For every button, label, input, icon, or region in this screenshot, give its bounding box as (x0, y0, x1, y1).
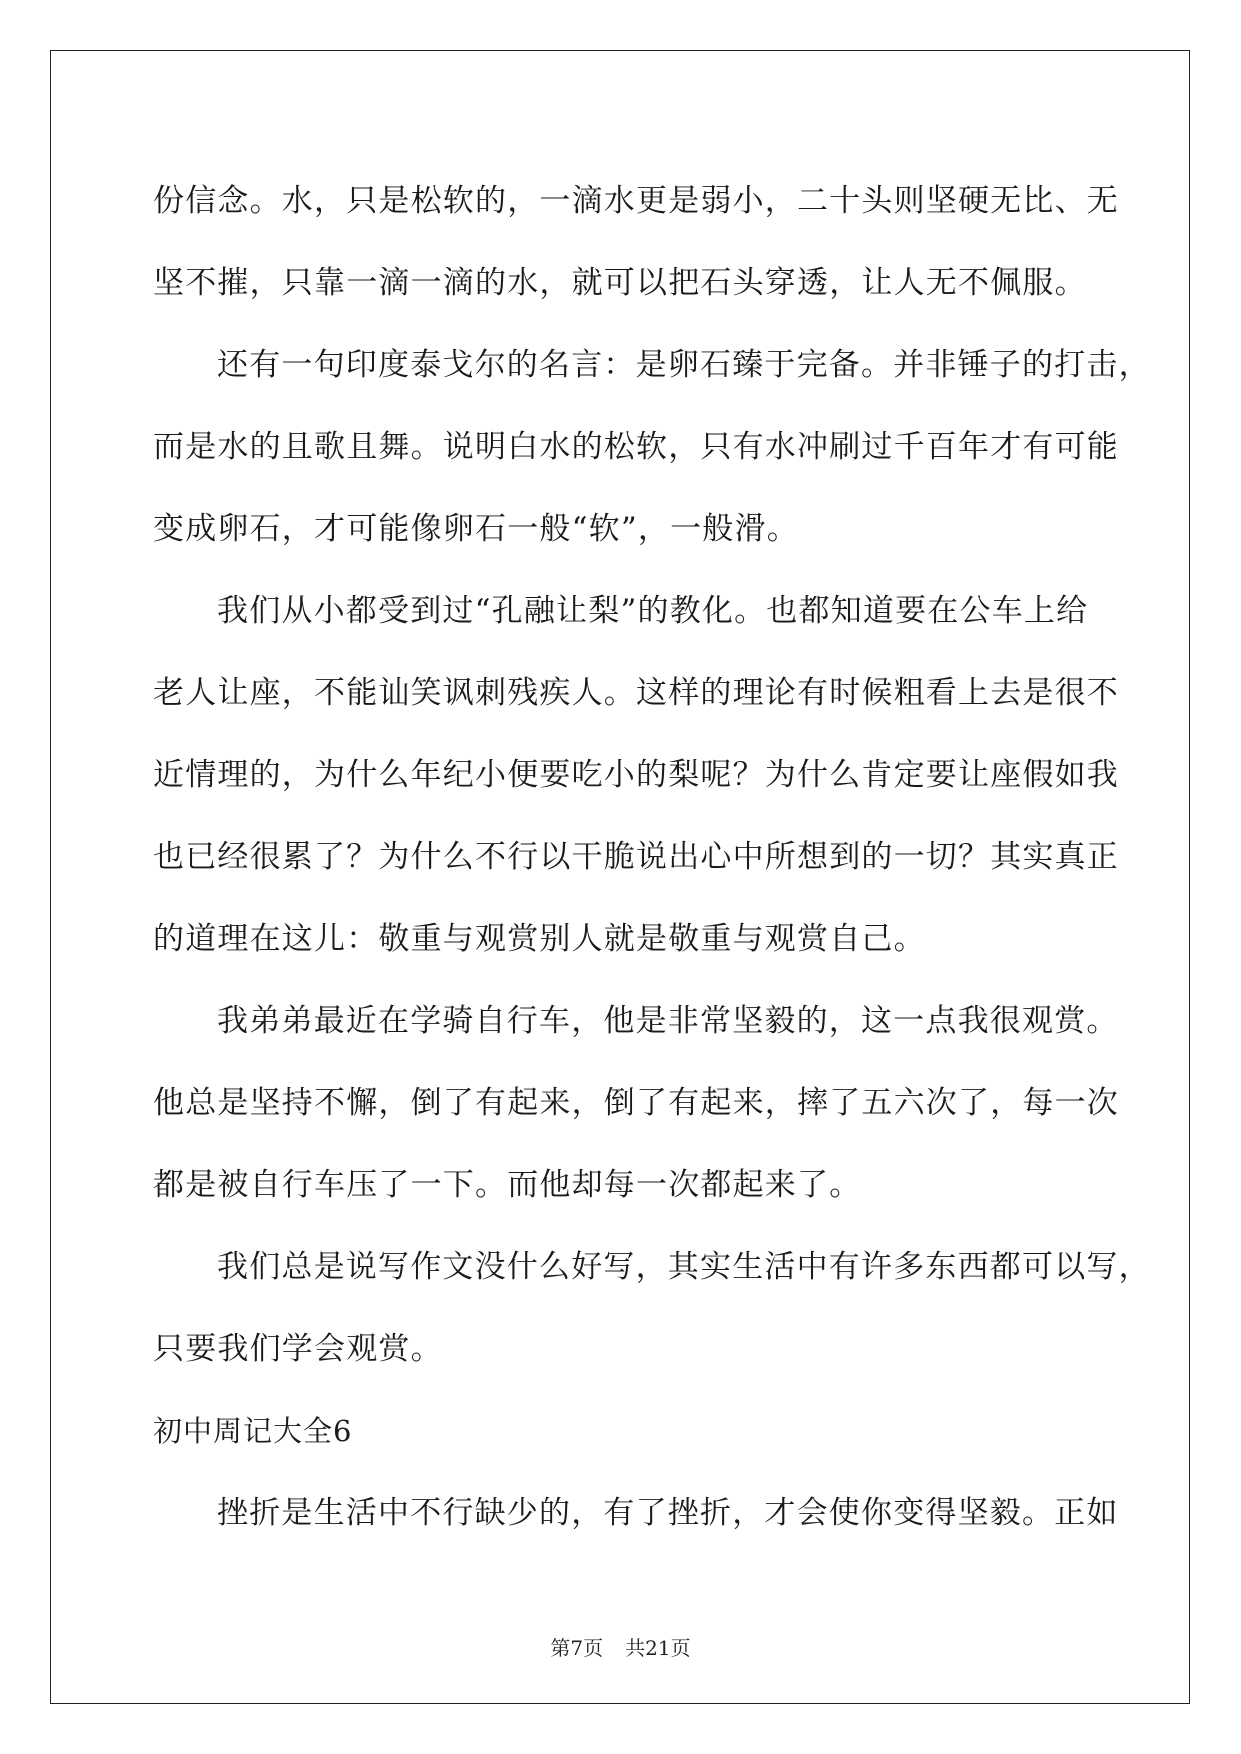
text-line-1: 份信念。水，只是松软的，一滴水更是弱小，二十头则坚硬无比、无 (153, 183, 1119, 219)
text-line-5: 变成卵石，才可能像卵石一般“软”，一般滑。 (153, 511, 799, 547)
text-line-2: 坚不摧，只靠一滴一滴的水，就可以把石头穿透，让人无不佩服。 (153, 265, 1087, 301)
text-line-14: 我们总是说写作文没什么好写，其实生活中有许多东西都可以写， (217, 1249, 1151, 1285)
text-line-12: 他总是坚持不懈，倒了有起来，倒了有起来，摔了五六次了，每一次 (153, 1085, 1119, 1121)
text-line-6: 我们从小都受到过“孔融让梨”的教化。也都知道要在公车上给 (217, 593, 1089, 629)
text-line-4: 而是水的且歌且舞。说明白水的松软，只有水冲刷过千百年才有可能 (153, 429, 1119, 465)
text-line-10: 的道理在这儿：敬重与观赏别人就是敬重与观赏自己。 (153, 921, 926, 957)
document-body (153, 160, 1151, 1554)
text-line-15: 只要我们学会观赏。 (153, 1331, 443, 1367)
text-line-13: 都是被自行车压了一下。而他却每一次都起来了。 (153, 1167, 862, 1203)
text-line-8: 近情理的，为什么年纪小便要吃小的梨呢？为什么肯定要让座假如我 (153, 757, 1119, 793)
section-heading: 初中周记大全6 (153, 1414, 353, 1448)
text-line-9: 也已经很累了？为什么不行以干脆说出心中所想到的一切？其实真正 (153, 839, 1119, 875)
page-number: 第7页 (550, 1636, 604, 1660)
text-line-11: 我弟弟最近在学骑自行车，他是非常坚毅的，这一点我很观赏。 (217, 1003, 1119, 1039)
text-line-3: 还有一句印度泰戈尔的名言：是卵石臻于完备。并非锤子的打击， (217, 347, 1151, 383)
page-total: 共21页 (625, 1636, 691, 1660)
page-footer (0, 1632, 1241, 1661)
text-line-16: 挫折是生活中不行缺少的，有了挫折，才会使你变得坚毅。正如 (217, 1495, 1119, 1531)
text-line-7: 老人让座，不能讪笑讽刺残疾人。这样的理论有时候粗看上去是很不 (153, 675, 1119, 711)
